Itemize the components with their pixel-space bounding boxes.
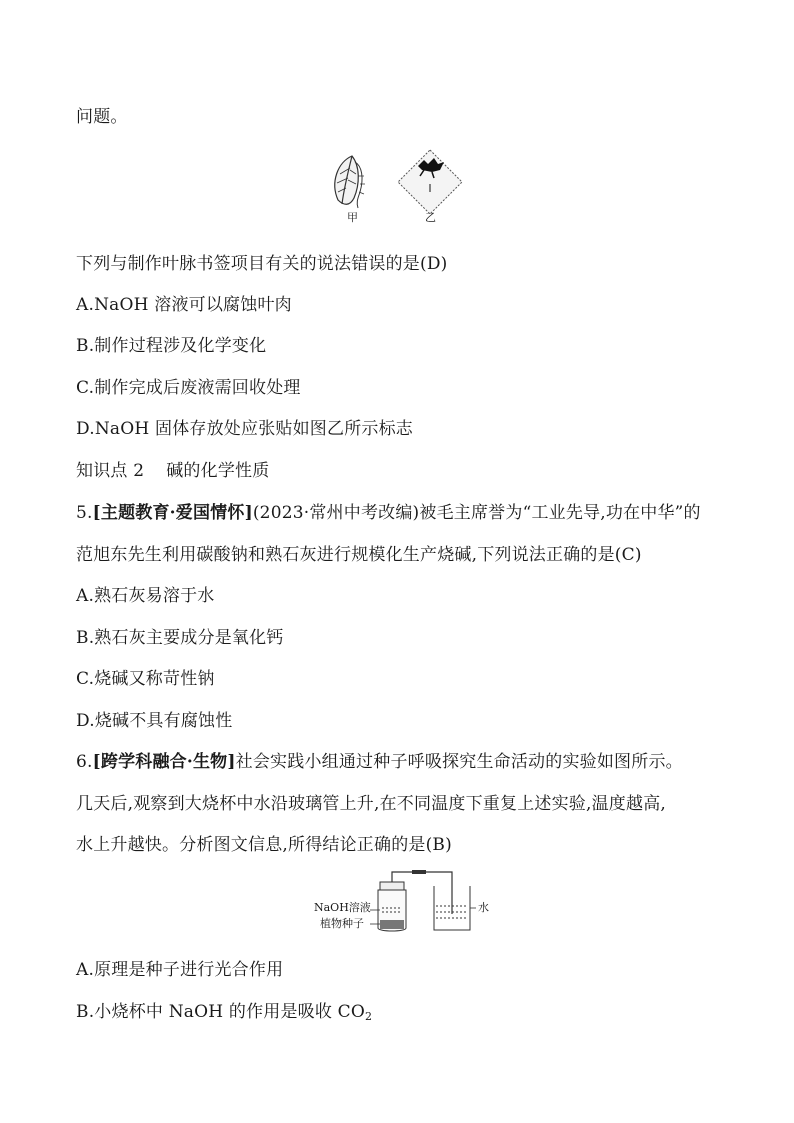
q5-tag: [主题教育·爱国情怀] [92, 503, 253, 523]
flask-icon [378, 882, 406, 931]
q6-stem-line1 [76, 751, 683, 773]
q6-option-b-subscript: 2 [365, 1010, 373, 1023]
q5-number: 5. [76, 503, 93, 523]
q4-option-c: C.制作完成后废液需回收处理 [76, 378, 301, 398]
intro-tail: 问题。 [76, 107, 128, 127]
q4-option-b: B.制作过程涉及化学变化 [76, 336, 267, 356]
q5-option-c: C.烧碱又称苛性钠 [76, 669, 215, 689]
figure-leaf-and-sign [320, 148, 470, 228]
leaf-and-corrosive-sign-image [320, 148, 470, 214]
q5-stem-text1: (2023·常州中考改编)被毛主席誉为“工业先导,功在中华”的 [252, 503, 701, 523]
section-label: 知识点 2 [76, 461, 145, 481]
label-naoh-solution: NaOH溶液 [314, 901, 371, 914]
q6-stem-line2: 几天后,观察到大烧杯中水沿玻璃管上升,在不同温度下重复上述实验,温度越高, [76, 794, 667, 814]
q6-stem-line3: 水上升越快。分析图文信息,所得结论正确的是(B) [76, 835, 452, 855]
section-title: 碱的化学性质 [166, 461, 270, 481]
q5-stem-line1 [76, 502, 701, 524]
leaf-icon [335, 156, 365, 208]
q6-option-a: A.原理是种子进行光合作用 [76, 960, 284, 980]
figure-label-b: 乙 [425, 211, 436, 224]
tube-connector [412, 870, 426, 874]
label-plant-seed: 植物种子 [320, 917, 364, 930]
q5-stem-line2: 范旭东先生利用碳酸钠和熟石灰进行规模化生产烧碱,下列说法正确的是(C) [76, 545, 642, 565]
label-water: 水 [478, 901, 489, 914]
q4-option-d: D.NaOH 固体存放处应张贴如图乙所示标志 [76, 419, 414, 439]
q6-number: 6. [76, 752, 93, 772]
q5-option-b: B.熟石灰主要成分是氧化钙 [76, 628, 284, 648]
q6-option-b-text: B.小烧杯中 NaOH 的作用是吸收 CO [76, 1002, 366, 1022]
q4-option-a: A.NaOH 溶液可以腐蚀叶肉 [76, 295, 292, 315]
q4-stem: 下列与制作叶脉书签项目有关的说法错误的是(D) [76, 254, 448, 274]
figure-label-a: 甲 [347, 211, 358, 224]
q6-option-b [76, 1001, 372, 1028]
q6-stem-text1: 社会实践小组通过种子呼吸探究生命活动的实验如图所示。 [235, 752, 683, 772]
figure-apparatus [312, 868, 492, 938]
section-header [76, 460, 269, 482]
q5-option-a: A.熟石灰易溶于水 [76, 586, 215, 606]
q5-option-d: D.烧碱不具有腐蚀性 [76, 711, 233, 731]
q6-tag: [跨学科融合·生物] [92, 752, 236, 772]
corrosive-sign-icon [398, 150, 462, 214]
